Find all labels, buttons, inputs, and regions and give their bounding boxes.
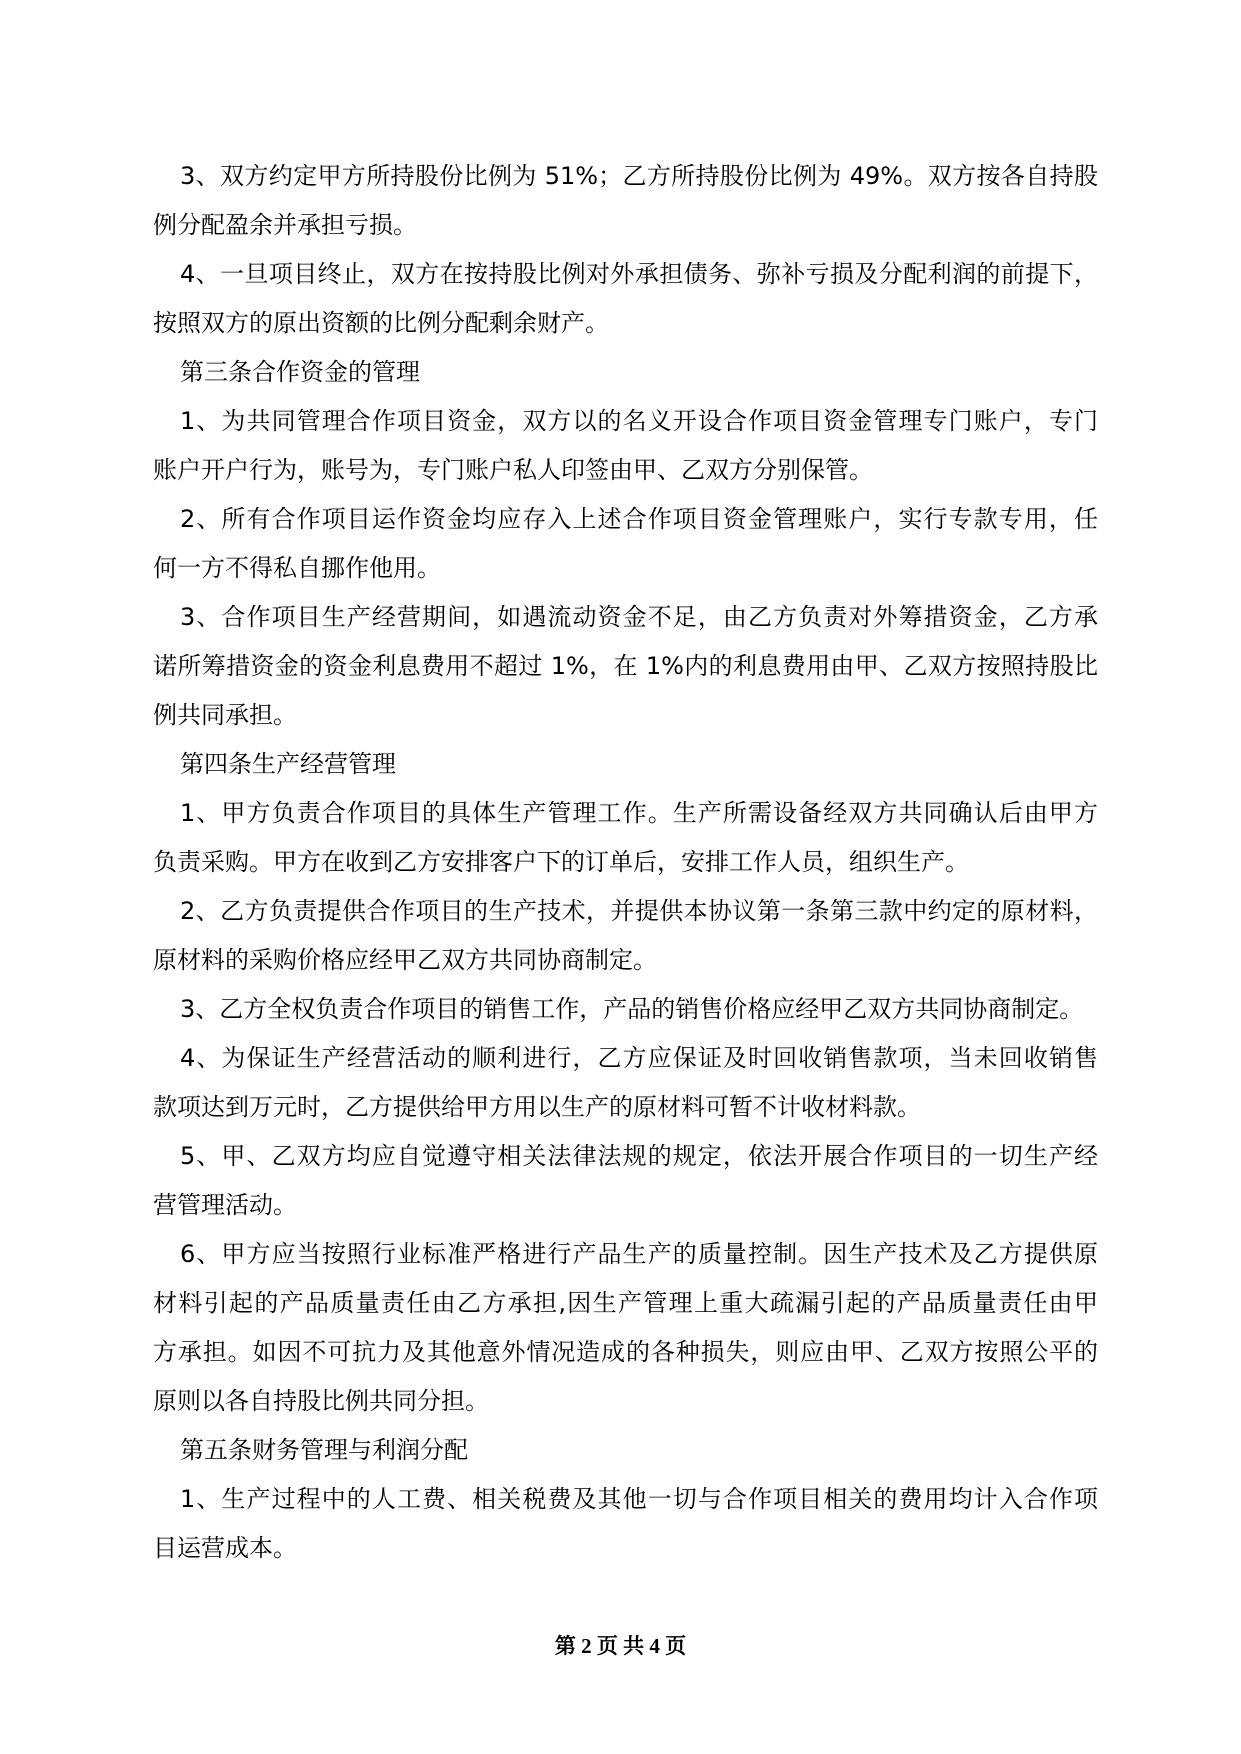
- clause-paragraph: [153, 1475, 1098, 1573]
- clause-paragraph: [153, 1034, 1098, 1132]
- clause-paragraph: [153, 495, 1098, 593]
- article-heading-text: 第五条财务管理与利润分配: [180, 1436, 468, 1464]
- article-heading: [153, 1426, 1098, 1475]
- article-heading-text: 第三条合作资金的管理: [180, 358, 420, 386]
- clause-paragraph: [153, 985, 1098, 1034]
- clause-paragraph: [153, 789, 1098, 887]
- clause-text-line: 1、为共同管理合作项目资金，双方以的名义开设合作项目资金管理专门账户，专门: [180, 407, 1098, 435]
- clause-text-line: 3、双方约定甲方所持股份比例为 51%；乙方所持股份比例为 49%。双方按各自持股: [180, 162, 1098, 190]
- clause-text-line: 原则以各自持股比例共同分担。: [153, 1387, 489, 1415]
- clause-text-line: 5、甲、乙双方均应自觉遵守相关法律法规的规定，依法开展合作项目的一切生产经: [180, 1142, 1098, 1170]
- clause-text-line: 目运营成本。: [153, 1534, 297, 1562]
- clause-text-line: 营管理活动。: [153, 1191, 297, 1219]
- page-number-footer: 第 2 页 共 4 页: [554, 1634, 687, 1658]
- clause-text-line: 何一方不得私自挪作他用。: [153, 554, 441, 582]
- clause-text-line: 4、一旦项目终止，双方在按持股比例对外承担债务、弥补亏损及分配利润的前提下，: [180, 260, 1098, 288]
- clause-paragraph: [153, 397, 1098, 495]
- clause-text-line: 2、所有合作项目运作资金均应存入上述合作项目资金管理账户，实行专款专用，任: [180, 505, 1098, 533]
- clause-paragraph: [153, 1230, 1098, 1426]
- clause-text-line: 1、甲方负责合作项目的具体生产管理工作。生产所需设备经双方共同确认后由甲方: [180, 799, 1098, 827]
- article-heading: [153, 740, 1098, 789]
- clause-paragraph: [153, 250, 1098, 348]
- clause-paragraph: [153, 152, 1098, 250]
- document-body: [153, 152, 1098, 1573]
- clause-text-line: 账户开户行为，账号为，专门账户私人印签由甲、乙双方分别保管。: [153, 456, 873, 484]
- clause-paragraph: [153, 887, 1098, 985]
- clause-text-line: 按照双方的原出资额的比例分配剩余财产。: [153, 309, 609, 337]
- clause-text-line: 4、为保证生产经营活动的顺利进行，乙方应保证及时回收销售款项，当未回收销售: [180, 1044, 1098, 1072]
- clause-text-line: 诺所筹措资金的资金利息费用不超过 1%，在 1%内的利息费用由甲、乙双方按照持股比: [153, 652, 1098, 680]
- article-heading: [153, 348, 1098, 397]
- clause-text-line: 例共同承担。: [153, 701, 297, 729]
- clause-paragraph: [153, 593, 1098, 740]
- clause-text-line: 材料引起的产品质量责任由乙方承担,因生产管理上重大疏漏引起的产品质量责任由甲: [153, 1289, 1098, 1317]
- clause-text-line: 方承担。如因不可抗力及其他意外情况造成的各种损失，则应由甲、乙双方按照公平的: [153, 1338, 1098, 1366]
- clause-text-line: 6、甲方应当按照行业标准严格进行产品生产的质量控制。因生产技术及乙方提供原: [180, 1240, 1098, 1268]
- clause-text-line: 负责采购。甲方在收到乙方安排客户下的订单后，安排工作人员，组织生产。: [153, 848, 969, 876]
- clause-text-line: 例分配盈余并承担亏损。: [153, 211, 417, 239]
- clause-text-line: 款项达到万元时，乙方提供给甲方用以生产的原材料可暂不计收材料款。: [153, 1093, 921, 1121]
- clause-text-line: 3、合作项目生产经营期间，如遇流动资金不足，由乙方负责对外筹措资金，乙方承: [180, 603, 1098, 631]
- clause-text-line: 2、乙方负责提供合作项目的生产技术，并提供本协议第一条第三款中约定的原材料，: [180, 897, 1098, 925]
- clause-text-line: 1、生产过程中的人工费、相关税费及其他一切与合作项目相关的费用均计入合作项: [180, 1485, 1098, 1513]
- clause-text-line: 原材料的采购价格应经甲乙双方共同协商制定。: [153, 946, 657, 974]
- clause-text-line: 3、乙方全权负责合作项目的销售工作，产品的销售价格应经甲乙双方共同协商制定。: [180, 995, 1084, 1023]
- clause-paragraph: [153, 1132, 1098, 1230]
- article-heading-text: 第四条生产经营管理: [180, 750, 396, 778]
